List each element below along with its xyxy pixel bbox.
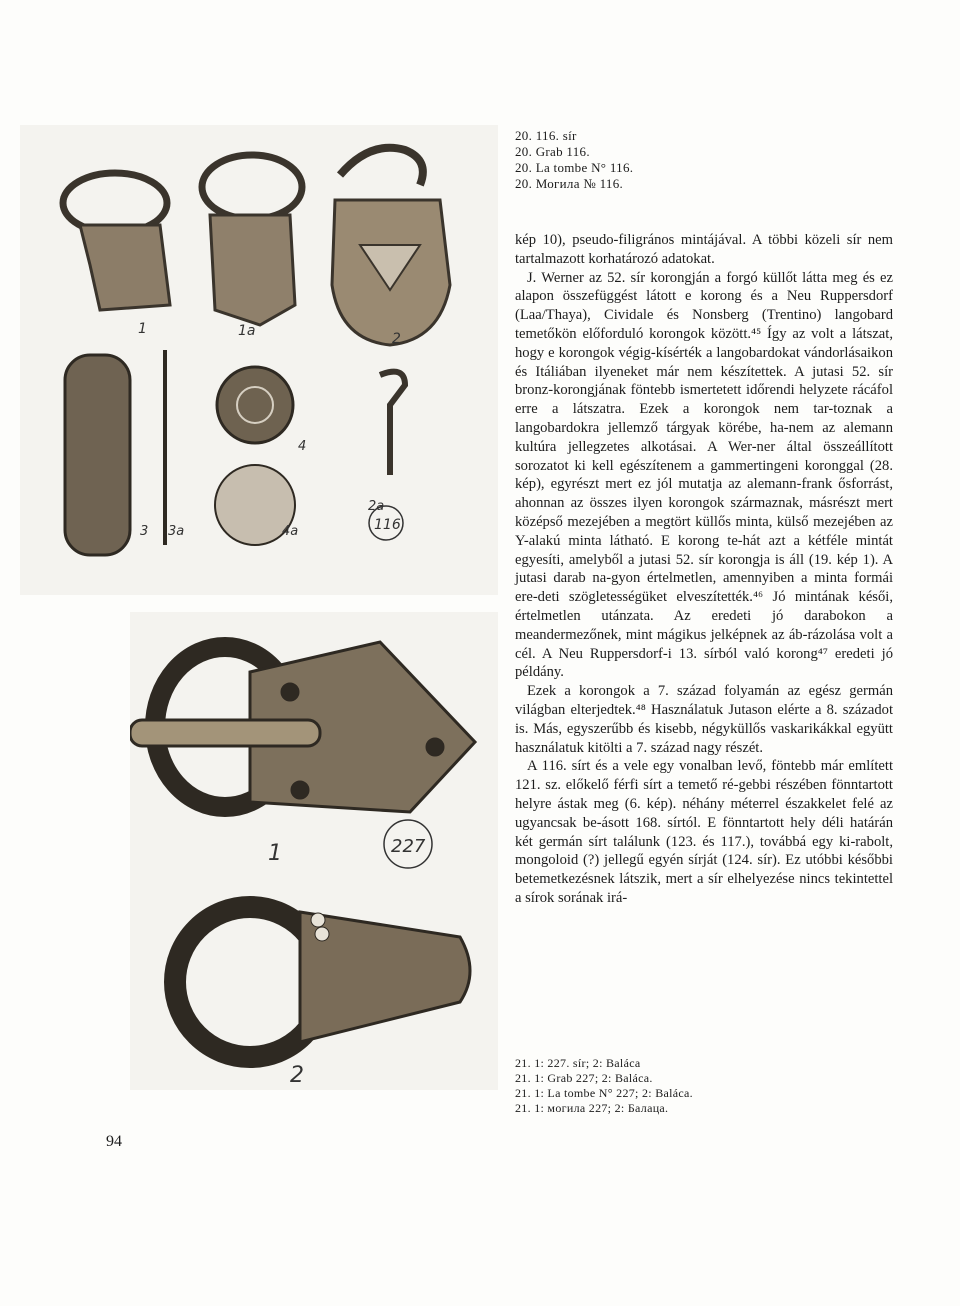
pin-2a-drawing — [380, 372, 405, 475]
label-1a: 1a — [238, 323, 256, 339]
buckle-1a-drawing — [202, 155, 302, 325]
caption-line-de: 21. 1: Grab 227; 2: Baláca. — [515, 1071, 653, 1085]
buckle-balaca-drawing — [175, 907, 470, 1057]
label-1: 1 — [138, 321, 147, 337]
label-4: 4 — [298, 439, 307, 454]
caption-line-ru: 20. Могила № 116. — [515, 176, 624, 191]
caption-line-fr: 20. La tombe N° 116. — [515, 160, 634, 175]
buckle-1-drawing — [63, 173, 170, 310]
label-1: 1 — [268, 841, 282, 866]
figure-stamp-227: 227 — [391, 836, 426, 857]
label-3a: 3a — [168, 524, 185, 539]
paragraph: Ezek a korongok a 7. század folyamán az egész germán világban elterjedtek.⁴⁸ Használatuk Jutason elérte a 8. századot is. Más, egyszerűbb és kisebb, négyküllős vaskarikákkal együtt használatuk kitölti a 7. század nagy részét. — [515, 683, 893, 756]
figure-stamp-116: 116 — [374, 517, 401, 533]
paragraph: A 116. sírt és a vele egy vonalban levő, föntebb már említett 121. sz. előkelő férfi sírt a temető ré-gebbi részében fönntartott helyre ástak meg (6. kép). néhány méterrel északkelet felé az ugyancsak be-ásott 168. sírtól. E fönntartott hely déli határán két germán sírt találunk (123. és 117.), továbbá egy ki-rabolt, mongoloid (?) jellegű egyén sírját (124. sír). Ez utóbbi későbbi betemetkezésnek látszik, mert a sír elhelyezése nincs tekintettel a sírok sorának irá- — [515, 758, 893, 906]
figure-21-caption — [515, 1056, 693, 1116]
caption-line-de: 20. Grab 116. — [515, 144, 590, 159]
caption-line-hu: 20. 116. sír — [515, 128, 577, 143]
paragraph: kép 10), pseudo-filigránоs mintájával. A többi közeli sír nem tartalmazott korhatározó adatokat. — [515, 232, 893, 267]
label-2: 2 — [290, 1063, 304, 1088]
disc-4-drawing — [215, 367, 295, 545]
strap-end-3-drawing — [65, 350, 165, 555]
caption-line-hu: 21. 1: 227. sír; 2: Balácа — [515, 1056, 641, 1070]
caption-line-fr: 21. 1: La tombe N° 227; 2: Baláca. — [515, 1086, 693, 1100]
buckle-2-drawing — [332, 148, 450, 345]
label-2: 2 — [392, 331, 401, 347]
buckle-227-drawing — [130, 642, 475, 812]
page-number: 94 — [106, 1133, 122, 1150]
grave-116-finds-illustration — [20, 125, 498, 595]
label-4a: 4a — [282, 524, 299, 539]
caption-line-ru: 21. 1: могила 227; 2: Балаца. — [515, 1101, 669, 1115]
label-3: 3 — [140, 524, 149, 539]
figure-20-caption — [515, 128, 633, 192]
article-body — [515, 231, 893, 908]
figure-20-grave-116-drawings — [20, 125, 498, 595]
figure-21-grave-227-drawings — [130, 612, 498, 1090]
paragraph: J. Werner az 52. sír korongján a forgó küllőt látta meg és ez alapon összefüggést látott e korong és a Neu Ruppersdorf (Laa/Thaya), Cividale és Nonsberg (Trentino) langobard temetőkön előforduló korongok között.⁴⁵ Így az volt a látszat, hogy e korongok végig-kísérték a langobardokat vándorlásaikon és Itáliában ilyeneket már nem készítettek. A jutasi 52. sír bronz-korongjának föntebb ismertetett időrendi helyzete rácáfol erre a látszatra. Ezek a korongok nem tar-toznak a langobardokra jellemző tárgyak körébe, ha-nem az alemann kultúra jellegzetes alkotásai. A Wer-ner által összeállított sorozatot ki kell egészítenem a gammertingeni koronggal (28. kép), egyrészt mert ez jól mutatja az alemann-frank ősforrást, ahonnan az összes ilyen korongok származnak, másrészt mert középső mezejében a megtört küllős minta, külső mezejében az Y-alakú minta látható. E korong te-hát azt a kétféle mintát egyesíti, amelyből a jutasi 52. sír korongja is áll (19. kép 1). A jutasi darab na-gyon értelmetlen, amennyiben a minta formái ere-deti szögletességüket elveszítették.⁴⁶ Jó mintának késői, értelmetlen utánzata. Az eredeti jó darabokon a meandermezőnek, mint mágikus jelképnek az áb-rázolása volt a cél. A Neu Ruppersdorf-i 13. sírból való korong⁴⁷ eredeti jó példány. — [515, 269, 893, 681]
grave-227-finds-illustration — [130, 612, 498, 1090]
label-2a: 2a — [368, 499, 385, 514]
